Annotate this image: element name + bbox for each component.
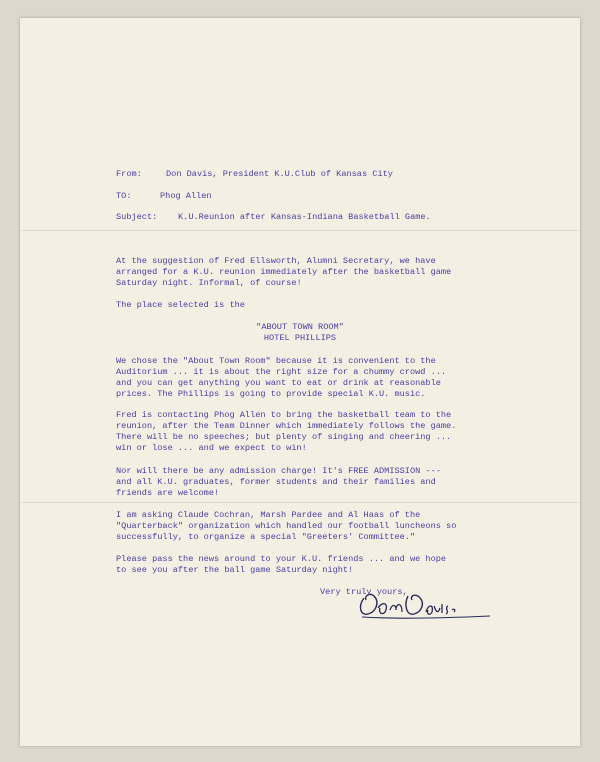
to-value: Phog Allen: [160, 191, 212, 201]
paragraph-2: The place selected is the: [116, 300, 245, 310]
text-line: I am asking Claude Cochran, Marsh Pardee and Al Haas of the: [116, 510, 421, 520]
to-line: [116, 191, 212, 202]
from-value: Don Davis, President K.U.Club of Kansas City: [166, 169, 393, 179]
text-line: Please pass the news around to your K.U. friends ... and we hope: [116, 554, 447, 564]
text-line: "Quarterback" organization which handled our football luncheons so: [116, 521, 457, 531]
text-line: Saturday night. Informal, of course!: [116, 278, 302, 288]
to-label: TO:: [116, 191, 132, 201]
paragraph-5: [116, 466, 441, 499]
from-line: [116, 169, 393, 180]
hotel-name: HOTEL PHILLIPS: [263, 333, 337, 343]
text-line: and all K.U. graduates, former students and their families and: [116, 477, 436, 487]
paragraph-6: [116, 510, 456, 543]
text-line: to see you after the ball game Saturday night!: [116, 565, 354, 575]
text-line: Fred is contacting Phog Allen to bring the basketball team to the: [116, 410, 452, 420]
text-line: We chose the "About Town Room" because it is convenient to the: [116, 356, 436, 366]
subject-value: K.U.Reunion after Kansas-Indiana Basketball Game.: [178, 212, 431, 222]
paragraph-3: [116, 356, 446, 400]
text-line: successfully, to organize a special "Greeters' Committee.": [116, 532, 416, 542]
text-line: friends are welcome!: [116, 488, 220, 498]
from-label: From:: [116, 169, 142, 179]
paragraph-7: [116, 554, 446, 576]
text-line: prices. The Phillips is going to provide special K.U. music.: [116, 389, 426, 399]
text-line: Nor will there be any admission charge! It's FREE ADMISSION ---: [116, 466, 441, 476]
text-line: reunion, after the Team Dinner which immediately follows the game.: [116, 421, 457, 431]
subject-label: Subject:: [116, 212, 158, 222]
text-line: arranged for a K.U. reunion immediately after the basketball game: [116, 267, 452, 277]
subject-line: [116, 212, 431, 223]
text-line: Auditorium ... it is about the right size for a chummy crowd ...: [116, 367, 447, 377]
place-name: "ABOUT TOWN ROOM": [256, 322, 344, 332]
text-line: At the suggestion of Fred Ellsworth, Alumni Secretary, we have: [116, 256, 436, 266]
closing: Very truly yours,: [320, 587, 408, 597]
paragraph-4: [116, 410, 456, 454]
text-line: There will be no speeches; but plenty of singing and cheering ...: [116, 432, 452, 442]
text-line: win or lose ... and we expect to win!: [116, 443, 307, 453]
signature-image: [356, 588, 496, 620]
fold-line: [20, 502, 580, 503]
fold-line: [20, 230, 580, 231]
text-line: and you can get anything you want to eat or drink at reasonable: [116, 378, 441, 388]
paragraph-1: [116, 256, 451, 289]
